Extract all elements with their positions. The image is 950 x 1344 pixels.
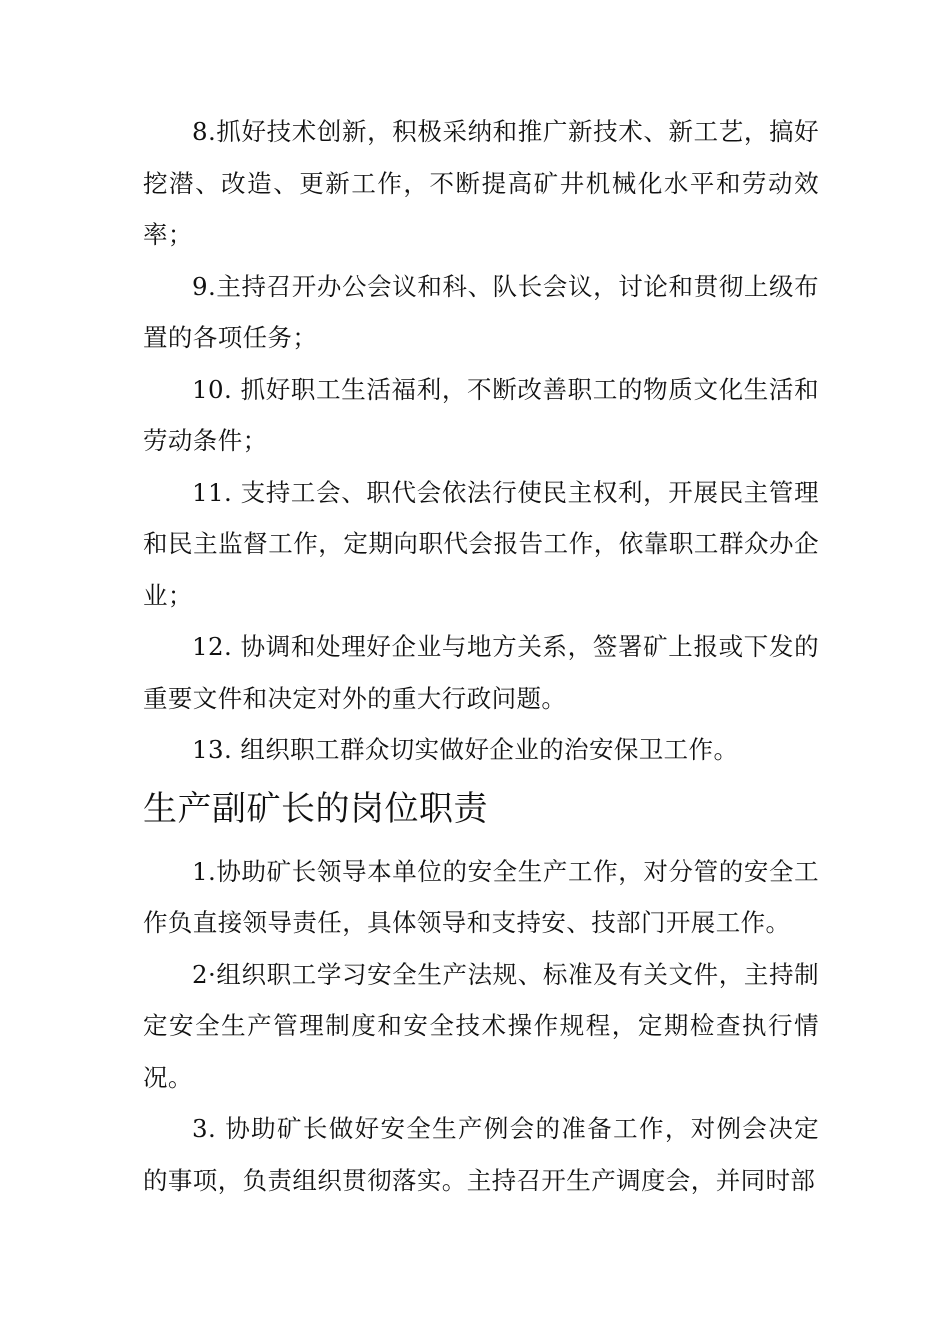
duty-item-3: 3. 协助矿长做好安全生产例会的准备工作，对例会决定的事项，负责组织贯彻落实。主持召开生产调度会，并同时部 <box>143 1114 819 1195</box>
section-heading: 生产副矿长的岗位职责 <box>143 788 488 829</box>
list-item-11: 11. 支持工会、职代会依法行使民主权利，开展民主管理和民主监督工作，定期向职代会报告工作，依靠职工群众办企业； <box>143 477 819 610</box>
duty-item-1: 1.协助矿长领导本单位的安全生产工作，对分管的安全工作负直接领导责任，具体领导和支持安、技部门开展工作。 <box>143 856 819 937</box>
list-item-10: 10. 抓好职工生活福利，不断改善职工的物质文化生活和劳动条件； <box>143 374 819 455</box>
document-page <box>143 106 819 1206</box>
list-item-9: 9.主持召开办公会议和科、队长会议，讨论和贯彻上级布置的各项任务； <box>143 271 819 352</box>
list-item-13: 13. 组织职工群众切实做好企业的治安保卫工作。 <box>192 735 739 764</box>
list-item-8: 8.抓好技术创新，积极采纳和推广新技术、新工艺，搞好挖潜、改造、更新工作，不断提高矿井机械化水平和劳动效率； <box>143 117 819 249</box>
duty-item-2: 2·组织职工学习安全生产法规、标准及有关文件，主持制定安全生产管理制度和安全技术操作规程，定期检查执行情况。 <box>143 959 819 1092</box>
list-item-12: 12. 协调和处理好企业与地方关系，签署矿上报或下发的重要文件和决定对外的重大行政问题。 <box>143 632 819 713</box>
